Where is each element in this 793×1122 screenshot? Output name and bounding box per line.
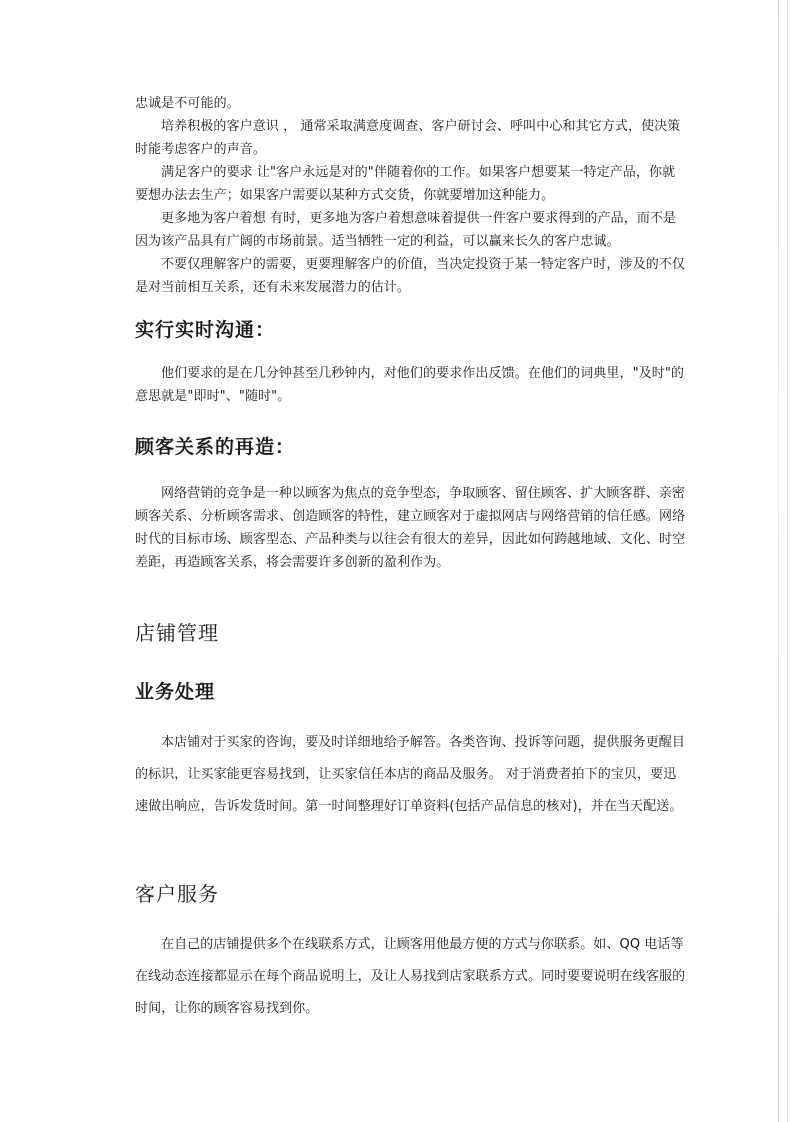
section-title-realtime: 实行实时沟通： [135, 319, 276, 341]
intro-paragraph-2: 培养积极的客户意识 ， 通常采取满意度调查、客户研讨会、呼叫中心和其它方式，使决策时能考虑客户的声音。 [135, 119, 681, 157]
section-body-rebuild: 网络营销的竞争是一种以顾客为焦点的竞争型态，争取顾客、留住顾客、扩大顾客群、亲密顾客关系、分析顾客需求、创造顾客的特性，建立顾客对于虚拟网店与网络营销的信任感。网络时代的目标市场、顾客型态、产品种类与以往会有很大的差异，因此如何跨越地域、文化、时空差距，再造顾客关系，将会需要许多创新的盈利作为。 [135, 486, 686, 570]
section-title-service: 客户服务 [135, 882, 219, 906]
intro-paragraph-4: 更多地为客户着想 有时，更多地为客户着想意味着提供一件客户要求得到的产品，而不是因为该产品具有广阔的市场前景。适当牺牲一定的利益，可以赢来长久的客户忠诚。 [135, 211, 677, 249]
section-title-rebuild: 顾客关系的再造： [135, 436, 296, 458]
scan-edge-line-outer [787, 0, 788, 1122]
intro-paragraph-1: 忠诚是不可能的。 [135, 96, 240, 111]
section-body-business: 本店铺对于买家的咨询，要及时详细地给予解答。各类咨询、投诉等问题，提供服务更醒目的标识，让买家能更容易找到，让买家信任本店的商品及服务。 对于消费者拍下的宝贝，要迅速做出响应，告诉发货时间。第一时间整理好订单资料(包括产品信息的核对)，并在当天配送。 [135, 735, 686, 814]
scan-edge-line [778, 0, 779, 1122]
intro-paragraph-3: 满足客户的要求 让"客户永远是对的"伴随着你的工作。如果客户想要某一特定产品，你就要想办法去生产；如果客户需要以某种方式交货，你就要增加这种能力。 [135, 165, 676, 203]
section-title-business: 业务处理 [135, 681, 216, 703]
section-title-store: 店铺管理 [135, 621, 219, 645]
section-body-service: 在自己的店铺提供多个在线联系方式，让顾客用他最方便的方式与你联系。如、QQ 电话等在线动态连接都显示在每个商品说明上，及让人易找到店家联系方式。同时要要说明在线客服的时间，让你的顾客容易找到你。 [135, 937, 686, 1016]
intro-paragraph-5: 不要仅理解客户的需要，更要理解客户的价值，当决定投资于某一特定客户时，涉及的不仅是对当前相互关系，还有未来发展潜力的估计。 [135, 257, 686, 295]
section-body-realtime: 他们要求的是在几分钟甚至几秒钟内，对他们的要求作出反馈。在他们的词典里，"及时"的意思就是"即时"、"随时"。 [135, 366, 685, 404]
